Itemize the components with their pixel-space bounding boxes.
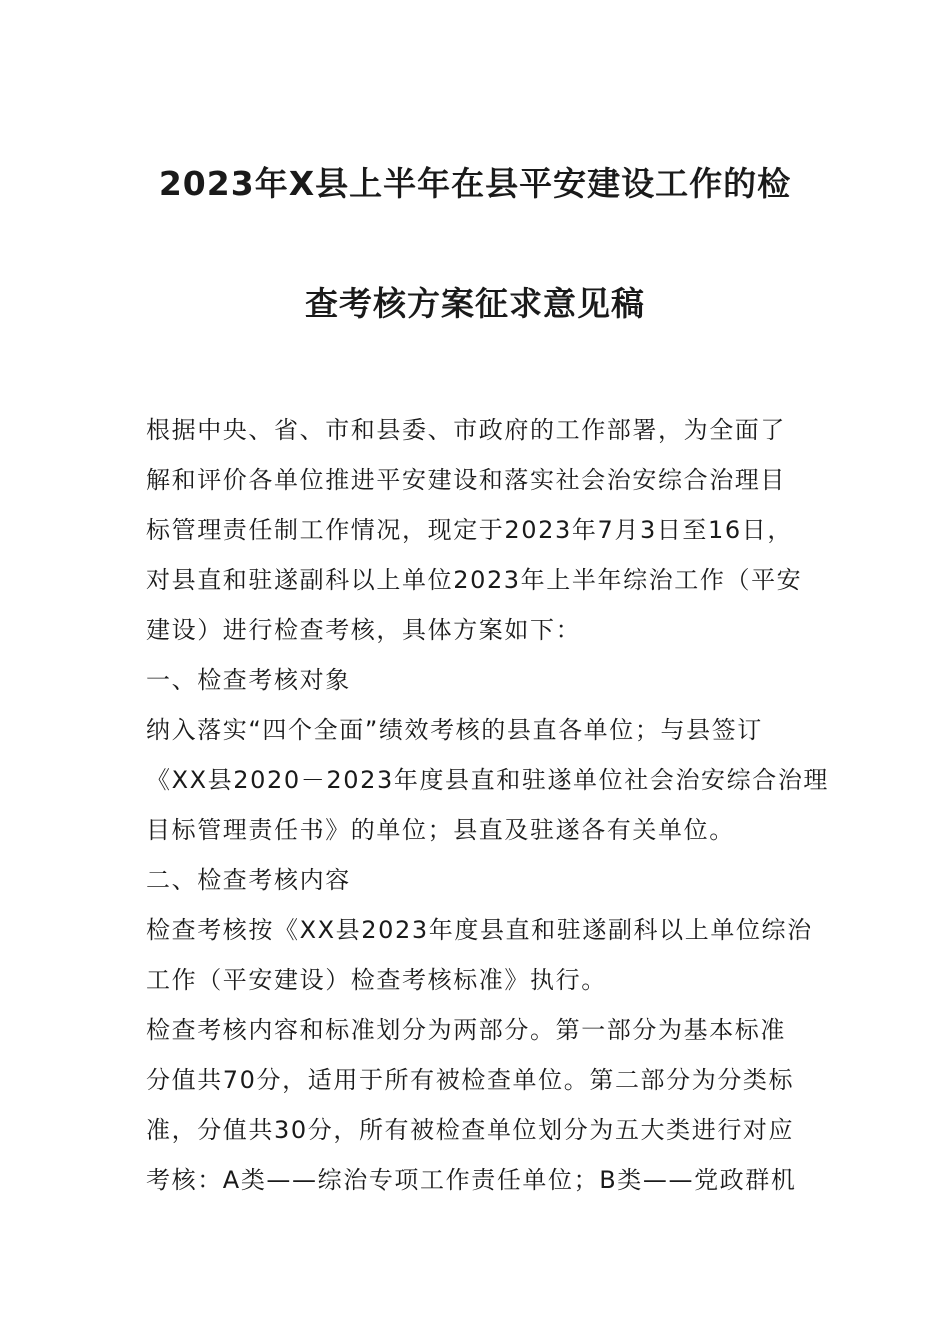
text-line: 建设）进行检查考核，具体方案如下： bbox=[146, 616, 582, 644]
text-line: 检查考核按《XX县2023年度县直和驻遂副科以上单位综治 bbox=[146, 916, 813, 944]
section-heading-2 bbox=[146, 855, 806, 905]
text-line: 准，分值共30分，所有被检查单位划分为五大类进行对应 bbox=[146, 1116, 795, 1144]
text-line: 考核：A类——综治专项工作责任单位；B类——党政群机 bbox=[146, 1166, 797, 1194]
text-line: 《XX县2020－2023年度县直和驻遂单位社会治安综合治理 bbox=[146, 766, 830, 794]
text-line: 目标管理责任书》的单位；县直及驻遂各有关单位。 bbox=[146, 816, 735, 844]
standards-paragraph bbox=[146, 1005, 806, 1205]
text-line: 对县直和驻遂副科以上单位2023年上半年综治工作（平安 bbox=[146, 566, 803, 594]
text-line: 纳入落实“四个全面”绩效考核的县直各单位；与县签订 bbox=[146, 716, 763, 744]
text-line: 检查考核内容和标准划分为两部分。第一部分为基本标准 bbox=[146, 1016, 786, 1044]
text-line: 根据中央、省、市和县委、市政府的工作部署，为全面了 bbox=[146, 416, 786, 444]
text-line: 解和评价各单位推进平安建设和落实社会治安综合治理目 bbox=[146, 466, 786, 494]
document-title-line-2: 查考核方案征求意见稿 bbox=[305, 284, 645, 323]
intro-paragraph bbox=[146, 405, 806, 655]
content-paragraph bbox=[146, 905, 813, 1005]
targets-paragraph bbox=[146, 705, 830, 855]
text-line: 工作（平安建设）检查考核标准》执行。 bbox=[146, 966, 607, 994]
heading-text: 二、检查考核内容 bbox=[146, 866, 351, 894]
text-line: 标管理责任制工作情况，现定于2023年7月3日至16日， bbox=[146, 516, 793, 544]
section-heading-1 bbox=[146, 655, 806, 705]
document-title-line-1: 2023年X县上半年在县平安建设工作的检 bbox=[158, 164, 792, 203]
heading-text: 一、检查考核对象 bbox=[146, 666, 351, 694]
text-line: 分值共70分，适用于所有被检查单位。第二部分为分类标 bbox=[146, 1066, 795, 1094]
document-body bbox=[146, 405, 830, 1205]
